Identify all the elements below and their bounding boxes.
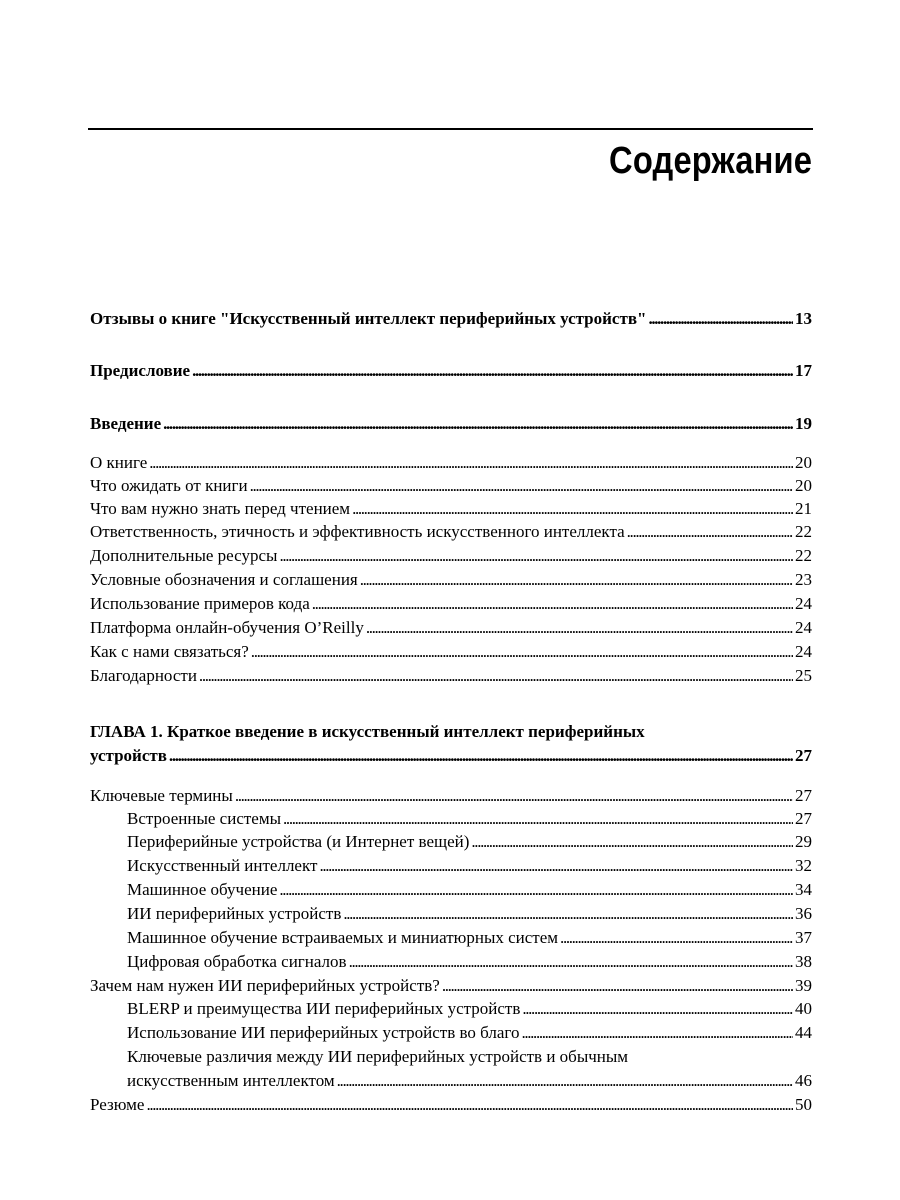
toc-entry[interactable] (90, 785, 812, 807)
toc-page-number: 44 (795, 1023, 812, 1042)
toc-page-number: 19 (795, 414, 812, 433)
toc-entry-label: Ответственность, этичность и эффективность искусственного интеллекта (90, 522, 625, 541)
toc-leader (283, 808, 793, 830)
toc-entry-label: Искусственный интеллект (127, 856, 318, 875)
toc-page-number: 32 (795, 856, 812, 875)
toc-leader (199, 665, 793, 687)
toc-entry-label: Предисловие (90, 361, 191, 380)
toc-subentry[interactable] (127, 1022, 812, 1044)
toc-subentry[interactable] (127, 1046, 812, 1092)
toc-page-number: 46 (795, 1071, 812, 1090)
toc-page-number: 27 (795, 746, 812, 765)
toc-page-number: 24 (795, 642, 812, 661)
toc-page-number: 17 (795, 361, 812, 380)
toc-leader (471, 831, 793, 853)
toc-entry-label: устройств (90, 746, 167, 765)
toc-page-number: 22 (795, 522, 812, 541)
toc-leader (560, 927, 793, 949)
toc-page-number: 21 (795, 499, 812, 518)
toc-page-number: 36 (795, 904, 812, 923)
toc-page-number: 29 (795, 832, 812, 851)
toc-page-number: 27 (795, 786, 812, 805)
toc-entry[interactable] (90, 641, 812, 663)
toc-subentry[interactable] (127, 903, 812, 925)
toc-leader (319, 855, 793, 877)
toc-page-number: 34 (795, 880, 812, 899)
toc-entry-label: Отзывы о книге "Искусственный интеллект периферийных устройств" (90, 309, 647, 328)
toc-leader (146, 1094, 793, 1116)
toc-page-number: 37 (795, 928, 812, 947)
toc-entry-label: Встроенные системы (127, 809, 282, 828)
toc-entry-label: Цифровая обработка сигналов (127, 952, 347, 971)
toc-page-number: 24 (795, 594, 812, 613)
toc-entry-label: Зачем нам нужен ИИ периферийных устройств? (90, 976, 440, 995)
toc-entry-label: BLERP и преимущества ИИ периферийных устройств (127, 999, 521, 1018)
toc-entry[interactable] (90, 498, 812, 520)
toc-entry-label: искусственным интеллектом (127, 1071, 335, 1090)
toc-subentry[interactable] (127, 855, 812, 877)
toc-entry-label: Благодарности (90, 666, 197, 685)
toc-entry-label: Платформа онлайн-обучения O’Reilly (90, 618, 364, 637)
toc-leader (163, 413, 793, 435)
toc-entry-label: Условные обозначения и соглашения (90, 570, 358, 589)
toc-entry-preface[interactable] (90, 360, 812, 382)
toc-leader (366, 617, 793, 639)
toc-entry-label: Машинное обучение встраиваемых и миниатюрных систем (127, 928, 559, 947)
toc-leader (360, 569, 793, 591)
toc-leader (279, 879, 793, 901)
toc-entry-label: Использование ИИ периферийных устройств во благо (127, 1023, 520, 1042)
toc-entry-label: Периферийные устройства (и Интернет вещей) (127, 832, 470, 851)
toc-leader (627, 521, 793, 543)
toc-entry-reviews[interactable] (90, 308, 812, 330)
toc-entry-label: Резюме (90, 1095, 145, 1114)
toc-subentry[interactable] (127, 808, 812, 830)
toc-entry-label: Что вам нужно знать перед чтением (90, 499, 351, 518)
toc-entry[interactable] (90, 569, 812, 591)
toc-entry[interactable] (90, 1094, 812, 1116)
toc-entry-label: Введение (90, 414, 162, 433)
toc-leader (251, 641, 793, 663)
toc-page-number: 13 (795, 309, 812, 328)
toc-entry-label-line1: Ключевые различия между ИИ периферийных устройств и обычным (127, 1047, 629, 1066)
toc-subentry[interactable] (127, 951, 812, 973)
toc-leader (192, 360, 793, 382)
toc-entry[interactable] (90, 545, 812, 567)
toc-entry[interactable] (90, 617, 812, 639)
toc-entry[interactable] (90, 452, 812, 474)
toc-leader (521, 1022, 793, 1044)
toc-entry[interactable] (90, 521, 812, 543)
toc-entry[interactable] (90, 593, 812, 615)
toc-leader (235, 785, 793, 807)
toc-entry[interactable] (90, 475, 812, 497)
toc-page-number: 23 (795, 570, 812, 589)
toc-leader (522, 998, 793, 1020)
toc-leader (149, 452, 793, 474)
toc-entry-label: Как с нами связаться? (90, 642, 249, 661)
toc-subentry[interactable] (127, 998, 812, 1020)
toc-entry-introduction[interactable] (90, 413, 812, 435)
page-title: Содержание (608, 140, 812, 182)
toc-subentry[interactable] (127, 831, 812, 853)
toc-entry-label: Ключевые термины (90, 786, 233, 805)
toc-page-number: 39 (795, 976, 812, 995)
toc-entry-label-line1: ГЛАВА 1. Краткое введение в искусственный интеллект периферийных (90, 722, 645, 741)
toc-entry-label: Использование примеров кода (90, 594, 310, 613)
toc-leader (279, 545, 793, 567)
toc-entry[interactable] (90, 975, 812, 997)
toc-entry-chapter-1[interactable] (90, 721, 812, 767)
toc-entry-label: Что ожидать от книги (90, 476, 248, 495)
toc-page-number: 20 (795, 476, 812, 495)
toc-leader (648, 308, 793, 330)
toc-page-number: 22 (795, 546, 812, 565)
toc-leader (312, 593, 793, 615)
toc-page-number: 38 (795, 952, 812, 971)
toc-leader (169, 745, 793, 767)
toc-page-number: 20 (795, 453, 812, 472)
toc-entry-label: Дополнительные ресурсы (90, 546, 278, 565)
toc-subentry[interactable] (127, 927, 812, 949)
toc-leader (349, 951, 793, 973)
toc-leader (250, 475, 793, 497)
toc-leader (343, 903, 793, 925)
toc-entry-label: О книге (90, 453, 148, 472)
toc-leader (442, 975, 793, 997)
toc-leader (337, 1070, 793, 1092)
toc-page-number: 40 (795, 999, 812, 1018)
toc-page-number: 50 (795, 1095, 812, 1114)
title-rule (88, 128, 813, 130)
toc-page-number: 25 (795, 666, 812, 685)
toc-subentry[interactable] (127, 879, 812, 901)
toc-leader (352, 498, 793, 520)
toc-entry[interactable] (90, 665, 812, 687)
toc-page-number: 24 (795, 618, 812, 637)
toc-entry-label: ИИ периферийных устройств (127, 904, 342, 923)
toc-entry-label: Машинное обучение (127, 880, 278, 899)
toc-page-number: 27 (795, 809, 812, 828)
